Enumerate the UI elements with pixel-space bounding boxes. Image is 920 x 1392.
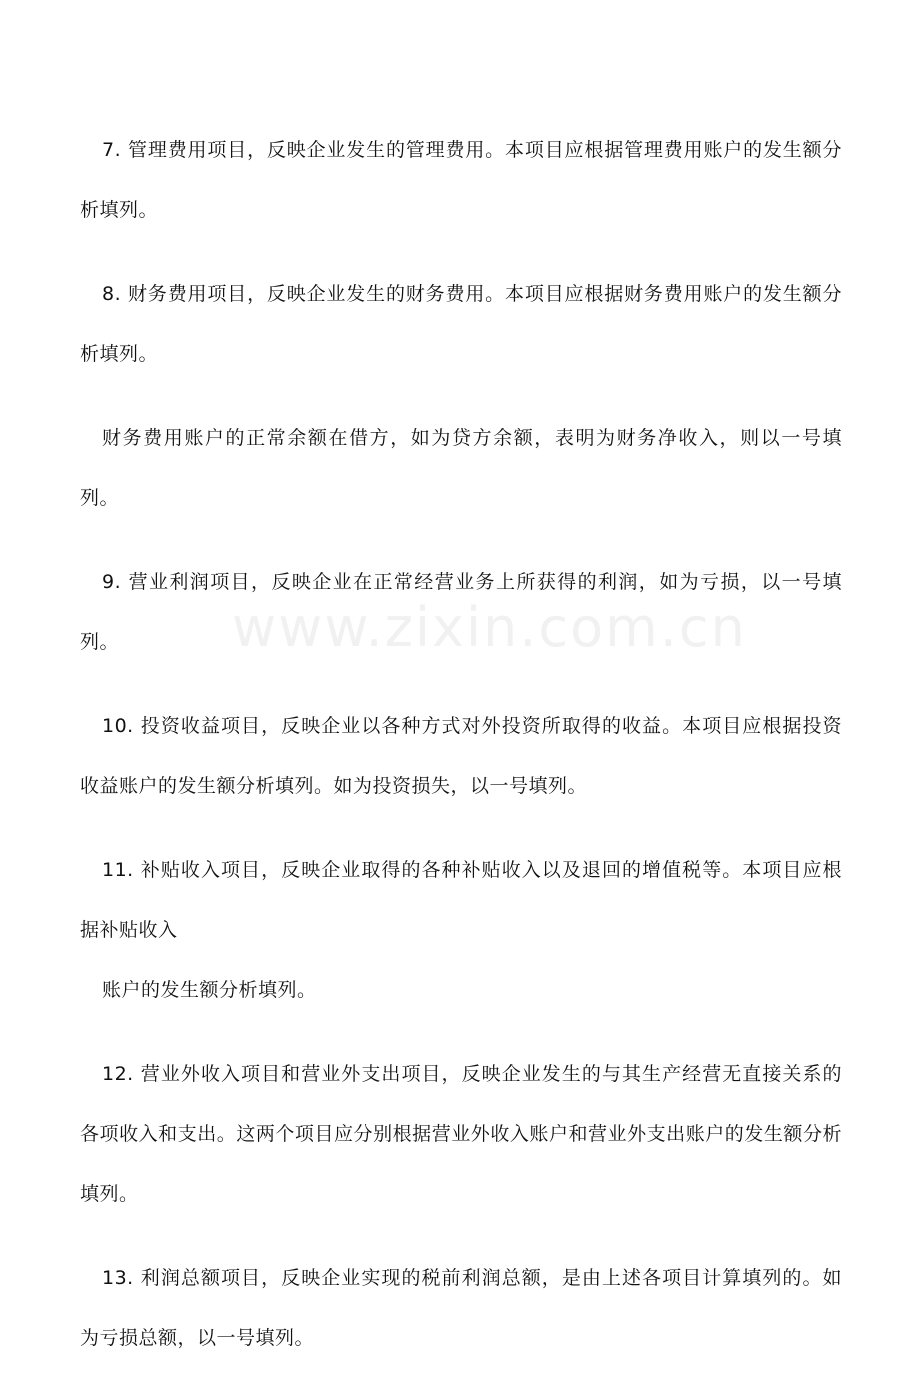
paragraph-financial-expense-note: 财务费用账户的正常余额在借方，如为贷方余额，表明为财务净收入，则以一号填列。 bbox=[80, 427, 842, 509]
paragraph-8-financial-expenses: 8. 财务费用项目，反映企业发生的财务费用。本项目应根据财务费用账户的发生额分析填列。 bbox=[80, 283, 842, 365]
paragraph-11-subsidy-income-continued: 账户的发生额分析填列。 bbox=[102, 979, 317, 1001]
paragraph-9-operating-profit: 9. 营业利润项目，反映企业在正常经营业务上所获得的利润，如为亏损，以一号填列。 bbox=[80, 571, 842, 653]
paragraph-12-non-operating-items: 12. 营业外收入项目和营业外支出项目，反映企业发生的与其生产经营无直接关系的各项收入和支出。这两个项目应分别根据营业外收入账户和营业外支出账户的发生额分析填列。 bbox=[80, 1063, 842, 1205]
document-body bbox=[80, 120, 842, 1392]
paragraph-11-subsidy-income: 11. 补贴收入项目，反映企业取得的各种补贴收入以及退回的增值税等。本项目应根据补贴收入 bbox=[80, 859, 842, 941]
watermark: www.zixin.com.cn bbox=[232, 596, 747, 659]
paragraph-7-management-expenses: 7. 管理费用项目，反映企业发生的管理费用。本项目应根据管理费用账户的发生额分析填列。 bbox=[80, 139, 842, 221]
paragraph-10-investment-income: 10. 投资收益项目，反映企业以各种方式对外投资所取得的收益。本项目应根据投资收益账户的发生额分析填列。如为投资损失，以一号填列。 bbox=[80, 715, 842, 797]
paragraph-13-total-profit: 13. 利润总额项目，反映企业实现的税前利润总额，是由上述各项目计算填列的。如为亏损总额，以一号填列。 bbox=[80, 1267, 842, 1349]
